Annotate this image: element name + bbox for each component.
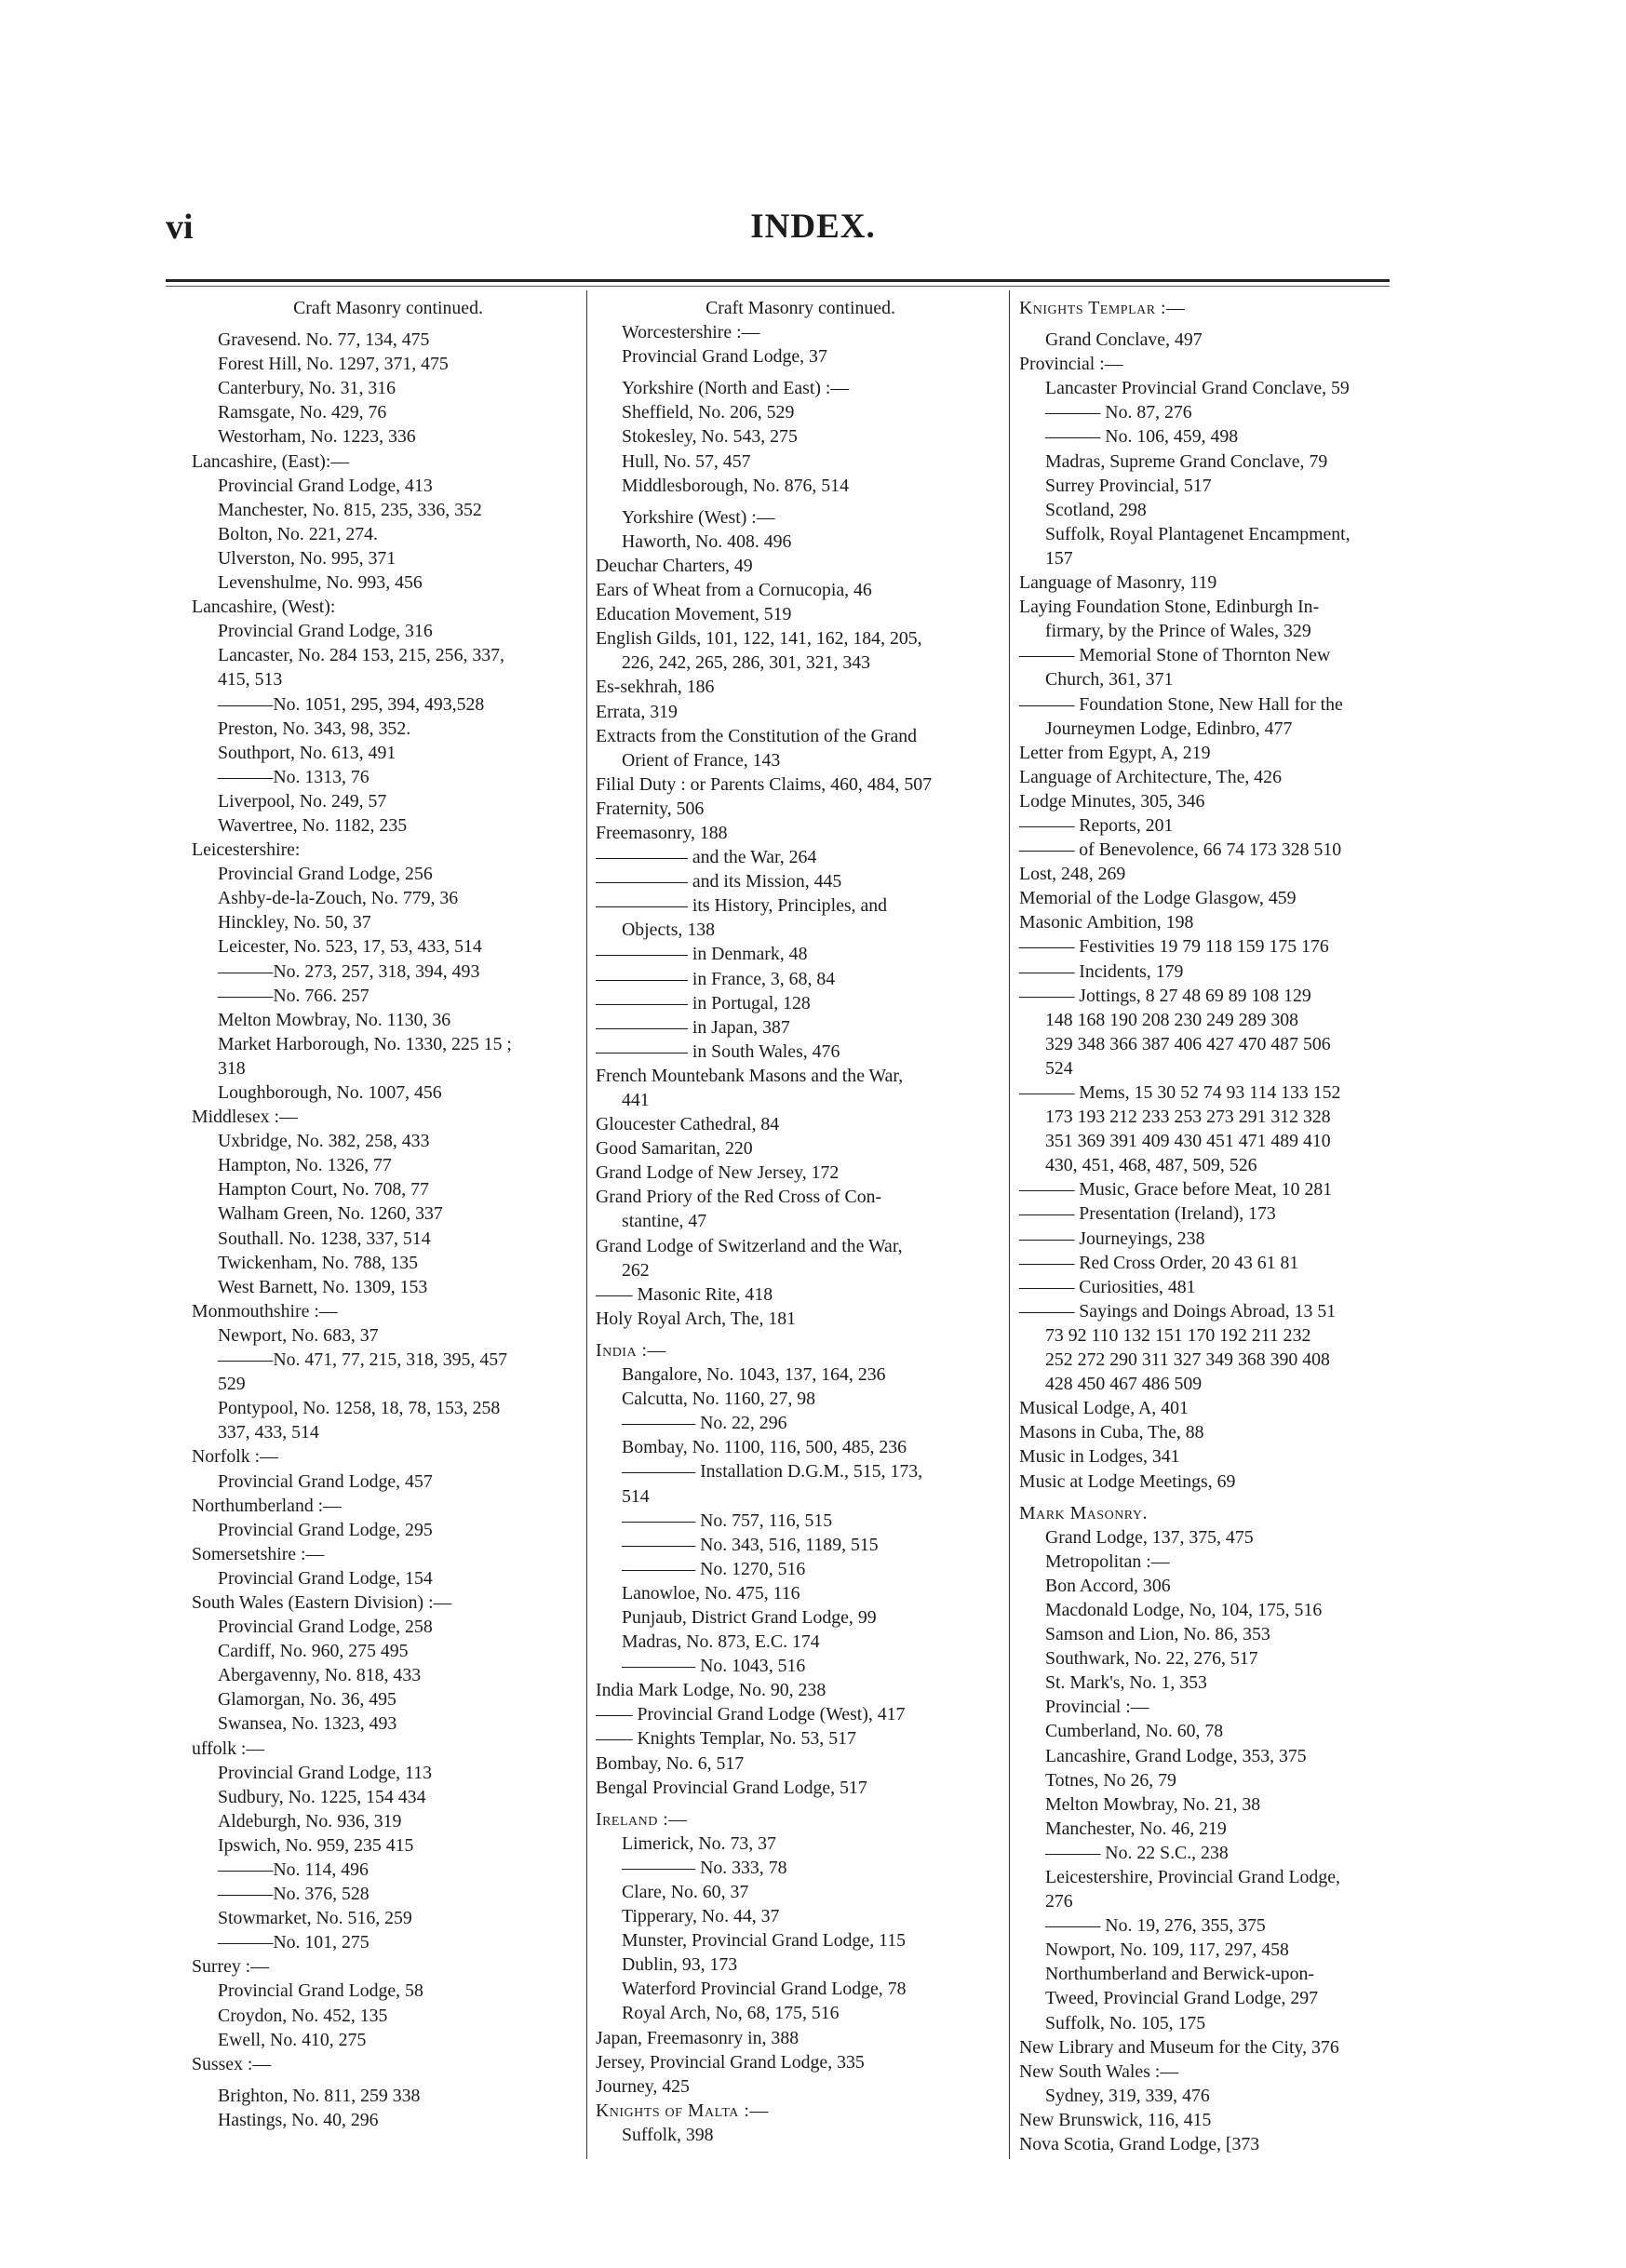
index-entry: Freemasonry, 188 (596, 822, 728, 843)
index-subentry: ———No. 101, 275 (218, 1932, 370, 1953)
index-entry: Musical Lodge, A, 401 (1019, 1398, 1189, 1419)
index-subentry: Croydon, No. 452, 135 (218, 2005, 388, 2026)
index-entry: ——— Reports, 201 (1019, 814, 1174, 836)
index-subentry: Bon Accord, 306 (1045, 1575, 1171, 1596)
index-entry: ——— Music, Grace before Meat, 10 281 (1019, 1179, 1333, 1201)
index-entry: —— Masonic Rite, 418 (596, 1283, 773, 1305)
index-entry: French Mountebank Masons and the War, (596, 1065, 904, 1086)
index-subentry: Melton Mowbray, No. 1130, 36 (218, 1009, 451, 1030)
index-subentry: ———— No. 22, 296 (622, 1413, 787, 1434)
index-subentry: 529 (218, 1374, 246, 1395)
index-subentry: ———No. 376, 528 (218, 1884, 370, 1905)
index-entry: English Gilds, 101, 122, 141, 162, 184, 205, (596, 628, 922, 650)
index-subentry: ———No. 114, 496 (218, 1859, 369, 1880)
index-subentry: Stowmarket, No. 516, 259 (218, 1908, 412, 1929)
index-entry: ——— Sayings and Doings Abroad, 13 51 (1019, 1300, 1337, 1322)
index-entry: —— Provincial Grand Lodge (West), 417 (596, 1704, 906, 1725)
index-entry: ————— in France, 3, 68, 84 (596, 968, 836, 989)
index-subentry: Suffolk, Royal Plantagenet Encampment, (1045, 523, 1351, 544)
index-entry: ——— Foundation Stone, New Hall for the (1019, 693, 1343, 715)
index-column-2 (596, 296, 1005, 2147)
index-entry: ——— Red Cross Order, 20 43 61 81 (1019, 1252, 1299, 1273)
index-subentry: Surrey Provincial, 517 (1045, 475, 1212, 496)
index-entry: Knights of Malta :— (596, 2100, 769, 2121)
index-entry: ——— Presentation (Ireland), 173 (1019, 1203, 1276, 1225)
index-entry: Grand Priory of the Red Cross of Con- (596, 1187, 882, 1208)
index-subentry: Westorham, No. 1223, 336 (218, 426, 416, 448)
index-subentry: ———No. 471, 77, 215, 318, 395, 457 (218, 1349, 508, 1371)
index-entry: Monmouthshire :— (192, 1300, 338, 1322)
index-entry: Provincial :— (1019, 354, 1123, 375)
index-entry: Surrey :— (192, 1956, 269, 1978)
index-entry: Somersetshire :— (192, 1543, 325, 1564)
index-subentry: Gravesend. No. 77, 134, 475 (218, 329, 430, 351)
index-subentry: Levenshulme, No. 993, 456 (218, 572, 423, 594)
index-subentry: Yorkshire (North and East) :— (622, 378, 850, 399)
index-subentry: Royal Arch, No, 68, 175, 516 (622, 2003, 840, 2024)
index-entry: ——— Memorial Stone of Thornton New (1019, 645, 1331, 666)
index-subentry: Samson and Lion, No. 86, 353 (1045, 1624, 1270, 1645)
index-subentry: Walham Green, No. 1260, 337 (218, 1203, 443, 1225)
index-subentry: Haworth, No. 408. 496 (622, 530, 792, 552)
index-subentry: 157 (1045, 547, 1073, 569)
index-subentry: Suffolk, 398 (622, 2124, 714, 2145)
index-subentry: 415, 513 (218, 669, 283, 691)
index-entry: India :— (596, 1339, 666, 1361)
index-entry: ——— Curiosities, 481 (1019, 1276, 1196, 1297)
index-entry: Bengal Provincial Grand Lodge, 517 (596, 1777, 867, 1798)
index-subentry: Madras, Supreme Grand Conclave, 79 (1045, 450, 1328, 472)
index-subentry: Pontypool, No. 1258, 18, 78, 153, 258 (218, 1398, 501, 1419)
index-subentry: Hampton Court, No. 708, 77 (218, 1179, 429, 1201)
index-subentry: ——— No. 87, 276 (1045, 402, 1192, 423)
index-entry: Sussex :— (192, 2053, 272, 2074)
index-entry: Holy Royal Arch, The, 181 (596, 1308, 797, 1329)
index-subentry: Yorkshire (West) :— (622, 506, 775, 528)
index-subentry: ———No. 766. 257 (218, 985, 370, 1006)
index-subentry: Madras, No. 873, E.C. 174 (622, 1631, 820, 1653)
index-subentry: Provincial Grand Lodge, 457 (218, 1470, 433, 1492)
index-subentry: Swansea, No. 1323, 493 (218, 1713, 397, 1735)
index-subentry: Stokesley, No. 543, 275 (622, 426, 798, 448)
index-subentry: ———— No. 343, 516, 1189, 515 (622, 1534, 879, 1555)
index-entry: Filial Duty : or Parents Claims, 460, 484, 507 (596, 773, 932, 795)
page-title: INDEX. (750, 208, 876, 246)
index-subentry: St. Mark's, No. 1, 353 (1045, 1672, 1207, 1694)
index-subentry: Southwark, No. 22, 276, 517 (1045, 1648, 1258, 1670)
index-subentry: Hull, No. 57, 457 (622, 450, 751, 472)
index-subentry: Melton Mowbray, No. 21, 38 (1045, 1793, 1261, 1815)
index-subentry: Manchester, No. 815, 235, 336, 352 (218, 499, 482, 520)
header-rule-thin (166, 286, 1390, 287)
index-subentry: Dublin, 93, 173 (622, 1954, 738, 1976)
index-entry: Ireland :— (596, 1808, 688, 1830)
index-subentry: Uxbridge, No. 382, 258, 433 (218, 1131, 430, 1152)
index-entry: Japan, Freemasonry in, 388 (596, 2027, 800, 2048)
index-entry: Northumberland :— (192, 1495, 342, 1516)
index-subentry: Leicester, No. 523, 17, 53, 433, 514 (218, 936, 482, 958)
index-subentry: Macdonald Lodge, No, 104, 175, 516 (1045, 1599, 1323, 1620)
index-subentry: Limerick, No. 73, 37 (622, 1832, 776, 1854)
index-entry: —— Knights Templar, No. 53, 517 (596, 1728, 856, 1750)
index-subentry: Southall. No. 1238, 337, 514 (218, 1228, 431, 1249)
index-entry: ——— Journeyings, 238 (1019, 1228, 1205, 1249)
index-subentry: 262 (622, 1259, 650, 1281)
index-subentry: Provincial :— (1045, 1697, 1149, 1718)
index-entry: Jersey, Provincial Grand Lodge, 335 (596, 2051, 865, 2073)
index-subentry: ———— No. 1043, 516 (622, 1656, 806, 1677)
index-subentry: Hampton, No. 1326, 77 (218, 1155, 392, 1176)
index-subentry: Liverpool, No. 249, 57 (218, 790, 387, 812)
index-subentry: Canterbury, No. 31, 316 (218, 378, 396, 399)
index-subentry: Glamorgan, No. 36, 495 (218, 1689, 396, 1711)
index-entry: Nova Scotia, Grand Lodge, [373 (1019, 2134, 1260, 2155)
index-subentry: Clare, No. 60, 37 (622, 1882, 749, 1902)
index-entry: Grand Lodge of New Jersey, 172 (596, 1162, 840, 1184)
index-subentry: Hastings, No. 40, 296 (218, 2109, 379, 2130)
index-entry: Leicestershire: (192, 839, 301, 861)
index-subentry: Newport, No. 683, 37 (218, 1324, 379, 1346)
index-subentry: Provincial Grand Lodge, 295 (218, 1519, 433, 1540)
index-entry: Norfolk :— (192, 1446, 278, 1468)
index-entry: uffolk :— (192, 1738, 265, 1759)
index-subentry: Provincial Grand Lodge, 154 (218, 1567, 433, 1589)
index-entry: Memorial of the Lodge Glasgow, 459 (1019, 888, 1297, 909)
index-entry: New Library and Museum for the City, 376 (1019, 2036, 1339, 2058)
index-subentry: Bolton, No. 221, 274. (218, 523, 378, 544)
index-subentry: Manchester, No. 46, 219 (1045, 1818, 1227, 1839)
index-entry: Middlesex :— (192, 1107, 298, 1128)
index-entry: Language of Architecture, The, 426 (1019, 766, 1282, 787)
index-subentry: Metropolitan :— (1045, 1550, 1170, 1572)
index-subentry: Cardiff, No. 960, 275 495 (218, 1641, 409, 1662)
index-entry: Masonic Ambition, 198 (1019, 912, 1194, 933)
index-subentry: Lancaster, No. 284 153, 215, 256, 337, (218, 645, 504, 666)
index-entry: Laying Foundation Stone, Edinburgh In- (1019, 597, 1320, 618)
index-subentry: Loughborough, No. 1007, 456 (218, 1082, 442, 1103)
index-column-1 (192, 296, 585, 2132)
index-subentry: 441 (622, 1090, 650, 1110)
index-entry: Language of Masonry, 119 (1019, 572, 1217, 594)
index-entry: ——— Festivities 19 79 118 159 175 176 (1019, 936, 1329, 958)
index-entry: ——— Incidents, 179 (1019, 960, 1184, 982)
index-entry: Lost, 248, 269 (1019, 864, 1126, 885)
index-subentry: 514 (622, 1485, 650, 1507)
index-subentry: 430, 451, 468, 487, 509, 526 (1045, 1155, 1257, 1176)
index-entry: New South Wales :— (1019, 2060, 1179, 2082)
index-subentry: Provincial Grand Lodge, 316 (218, 621, 433, 642)
index-subentry: 329 348 366 387 406 427 470 487 506 (1045, 1033, 1331, 1054)
index-subentry: Cumberland, No. 60, 78 (1045, 1721, 1224, 1742)
index-subentry: ———No. 1313, 76 (218, 766, 370, 787)
index-subentry: Sudbury, No. 1225, 154 434 (218, 1786, 426, 1807)
index-subentry: Worcestershire :— (622, 322, 760, 343)
index-subentry: Suffolk, No. 105, 175 (1045, 2012, 1206, 2033)
index-entry: Extracts from the Constitution of the Grand (596, 725, 918, 746)
index-subentry: ——— No. 22 S.C., 238 (1045, 1842, 1229, 1863)
page-number: vi (166, 208, 194, 247)
index-subentry: Provincial Grand Lodge, 58 (218, 1980, 423, 2002)
index-subentry: Provincial Grand Lodge, 413 (218, 475, 433, 496)
index-subentry: stantine, 47 (622, 1211, 707, 1232)
index-subentry: West Barnett, No. 1309, 153 (218, 1276, 428, 1297)
index-entry: ————— and the War, 264 (596, 847, 817, 868)
index-subentry: Aldeburgh, No. 936, 319 (218, 1810, 402, 1832)
index-entry: Gloucester Cathedral, 84 (596, 1114, 780, 1135)
index-entry: Letter from Egypt, A, 219 (1019, 742, 1211, 763)
index-entry: ————— in Denmark, 48 (596, 944, 808, 965)
index-subentry: Preston, No. 343, 98, 352. (218, 718, 411, 739)
index-subentry: Orient of France, 143 (622, 749, 781, 771)
index-subentry: Lanowloe, No. 475, 116 (622, 1582, 800, 1604)
index-subentry: Ipswich, No. 959, 235 415 (218, 1834, 414, 1856)
index-subentry: 428 450 467 486 509 (1045, 1374, 1203, 1395)
index-entry: Fraternity, 506 (596, 798, 705, 819)
index-subentry: Wavertree, No. 1182, 235 (218, 814, 408, 836)
index-subentry: Bangalore, No. 1043, 137, 164, 236 (622, 1364, 886, 1386)
index-entry: ————— in South Wales, 476 (596, 1040, 840, 1062)
index-subentry: Ramsgate, No. 429, 76 (218, 402, 387, 423)
index-subentry: 252 272 290 311 327 349 368 390 408 (1045, 1349, 1330, 1371)
index-entry: Lodge Minutes, 305, 346 (1019, 790, 1205, 812)
index-entry: Errata, 319 (596, 701, 678, 722)
index-subentry: Provincial Grand Lodge, 113 (218, 1762, 432, 1783)
index-subentry: 173 193 212 233 253 273 291 312 328 (1045, 1107, 1331, 1128)
index-subentry: Nowport, No. 109, 117, 297, 458 (1045, 1939, 1289, 1961)
index-subentry: Northumberland and Berwick-upon- (1045, 1964, 1314, 1985)
index-subentry: 318 (218, 1057, 246, 1079)
index-subentry: Grand Lodge, 137, 375, 475 (1045, 1526, 1254, 1548)
index-subentry: Provincial Grand Lodge, 258 (218, 1617, 433, 1638)
index-subentry: Brighton, No. 811, 259 338 (218, 2085, 421, 2106)
index-subentry: ———— No. 333, 78 (622, 1857, 787, 1878)
index-subentry: Sheffield, No. 206, 529 (622, 402, 795, 423)
index-subentry: 276 (1045, 1891, 1073, 1912)
index-column-3 (1019, 296, 1415, 2156)
index-subentry: Lancaster Provincial Grand Conclave, 59 (1045, 378, 1350, 399)
index-subentry: Market Harborough, No. 1330, 225 15 ; (218, 1033, 512, 1054)
index-subentry: ———— Installation D.G.M., 515, 173, (622, 1461, 923, 1483)
index-entry: ————— in Japan, 387 (596, 1016, 790, 1038)
index-subentry: Ewell, No. 410, 275 (218, 2029, 367, 2050)
index-entry: ————— in Portugal, 128 (596, 992, 811, 1013)
index-entry: Journey, 425 (596, 2075, 690, 2097)
index-entry: Good Samaritan, 220 (596, 1138, 753, 1160)
index-entry: ——— Mems, 15 30 52 74 93 114 133 152 (1019, 1082, 1341, 1103)
index-entry: Grand Lodge of Switzerland and the War, (596, 1235, 903, 1256)
index-entry: Deuchar Charters, 49 (596, 555, 753, 576)
index-subentry: Scotland, 298 (1045, 499, 1147, 520)
index-subentry: Punjaub, District Grand Lodge, 99 (622, 1606, 877, 1628)
index-entry: Music in Lodges, 341 (1019, 1446, 1180, 1468)
index-subentry: Bombay, No. 1100, 116, 500, 485, 236 (622, 1437, 907, 1458)
index-entry: Bombay, No. 6, 517 (596, 1752, 745, 1774)
index-entry: Masons in Cuba, The, 88 (1019, 1422, 1204, 1443)
index-entry: Lancashire, (East):— (192, 450, 350, 472)
index-subentry: Provincial Grand Lodge, 37 (622, 346, 827, 368)
column-heading: Craft Masonry continued. (293, 298, 483, 318)
index-subentry: ——— No. 106, 459, 498 (1045, 426, 1239, 448)
index-subentry: Grand Conclave, 497 (1045, 329, 1203, 351)
index-subentry: 148 168 190 208 230 249 289 308 (1045, 1009, 1298, 1030)
index-subentry: Waterford Provincial Grand Lodge, 78 (622, 1979, 907, 2000)
index-entry: Ears of Wheat from a Cornucopia, 46 (596, 580, 872, 601)
index-subentry: Lancashire, Grand Lodge, 353, 375 (1045, 1745, 1307, 1766)
index-subentry: ———— No. 757, 116, 515 (622, 1510, 833, 1531)
index-entry: ——— of Benevolence, 66 74 173 328 510 (1019, 839, 1342, 861)
index-subentry: Sydney, 319, 339, 476 (1045, 2085, 1210, 2106)
index-subentry: firmary, by the Prince of Wales, 329 (1045, 621, 1311, 642)
index-subentry: Southport, No. 613, 491 (218, 742, 396, 763)
index-subentry: Tipperary, No. 44, 37 (622, 1906, 780, 1927)
index-subentry: 73 92 110 132 151 170 192 211 232 (1045, 1324, 1311, 1346)
index-subentry: Journeymen Lodge, Edinbro, 477 (1045, 718, 1293, 739)
index-subentry: Leicestershire, Provincial Grand Lodge, (1045, 1867, 1340, 1887)
index-entry: ——— Jottings, 8 27 48 69 89 108 129 (1019, 985, 1311, 1006)
index-subentry: ———— No. 1270, 516 (622, 1558, 806, 1579)
index-subentry: Tweed, Provincial Grand Lodge, 297 (1045, 1988, 1319, 2009)
column-heading: Craft Masonry continued. (705, 298, 895, 318)
index-entry: ————— and its Mission, 445 (596, 871, 842, 892)
index-subentry: Objects, 138 (622, 919, 715, 941)
index-subentry: Calcutta, No. 1160, 27, 98 (622, 1389, 816, 1410)
index-subentry: Munster, Provincial Grand Lodge, 115 (622, 1930, 907, 1952)
index-entry: ————— its History, Principles, and (596, 895, 888, 917)
index-entry: Mark Masonry. (1019, 1502, 1148, 1523)
index-subentry: Church, 361, 371 (1045, 669, 1174, 691)
index-subentry: Ashby-de-la-Zouch, No. 779, 36 (218, 888, 459, 909)
index-entry: New Brunswick, 116, 415 (1019, 2109, 1212, 2130)
index-subentry: Hinckley, No. 50, 37 (218, 912, 371, 933)
index-subentry: 351 369 391 409 430 451 471 489 410 (1045, 1131, 1331, 1152)
index-subentry: Forest Hill, No. 1297, 371, 475 (218, 354, 449, 375)
index-subentry: Provincial Grand Lodge, 256 (218, 864, 433, 885)
index-entry: Music at Lodge Meetings, 69 (1019, 1470, 1236, 1492)
index-subentry: ———No. 273, 257, 318, 394, 493 (218, 960, 480, 982)
index-entry: Education Movement, 519 (596, 604, 792, 625)
index-subentry: Totnes, No 26, 79 (1045, 1769, 1176, 1791)
index-subentry: Twickenham, No. 788, 135 (218, 1252, 419, 1273)
index-subentry: 226, 242, 265, 286, 301, 321, 343 (622, 652, 871, 674)
index-subentry: 524 (1045, 1057, 1073, 1079)
header-rule-thick (166, 279, 1390, 282)
index-entry: Knights Templar :— (1019, 298, 1186, 318)
index-subentry: ——— No. 19, 276, 355, 375 (1045, 1915, 1266, 1937)
index-entry: India Mark Lodge, No. 90, 238 (596, 1680, 826, 1701)
index-subentry: ———No. 1051, 295, 394, 493,528 (218, 693, 485, 715)
index-entry: Lancashire, (West): (192, 597, 336, 618)
index-entry: South Wales (Eastern Division) :— (192, 1591, 452, 1613)
index-subentry: 337, 433, 514 (218, 1422, 319, 1443)
column-divider-2 (1009, 290, 1010, 2159)
column-divider-1 (586, 290, 587, 2159)
index-subentry: Ulverston, No. 995, 371 (218, 547, 396, 569)
index-subentry: Abergavenny, No. 818, 433 (218, 1665, 422, 1686)
index-entry: Es-sekhrah, 186 (596, 677, 715, 698)
index-subentry: Middlesborough, No. 876, 514 (622, 475, 849, 496)
